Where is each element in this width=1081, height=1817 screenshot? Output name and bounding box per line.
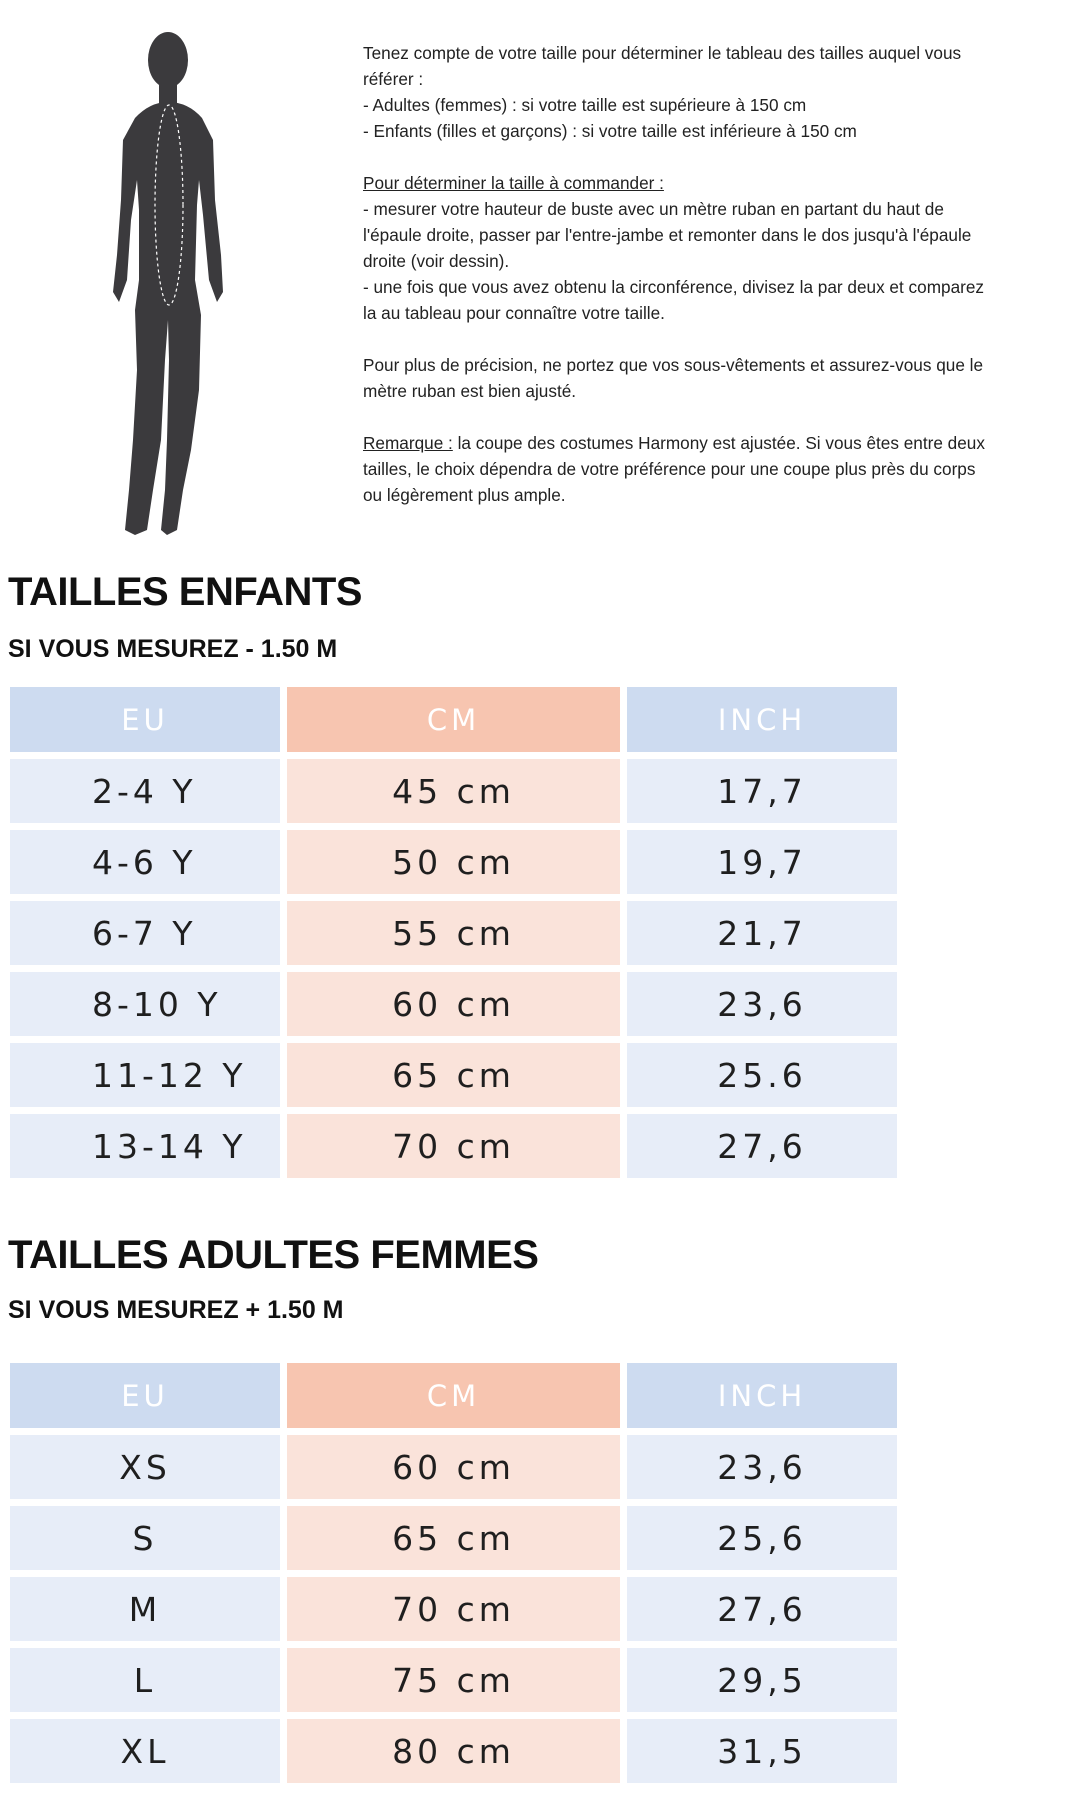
mannequin-silhouette-icon: [95, 30, 245, 540]
cell-cm: 80 cm: [287, 1719, 620, 1783]
how-line: la au tableau pour connaître votre taille.: [363, 303, 665, 323]
table-row: [10, 830, 897, 894]
table-row: [10, 1719, 897, 1783]
precision-line: Pour plus de précision, ne portez que vos sous-vêtements et assurez-vous que le: [363, 355, 984, 375]
header-cm: CM: [287, 1363, 620, 1428]
cell-inch: 29,5: [627, 1648, 897, 1712]
cell-eu: 6-7 Y: [10, 901, 280, 965]
table-row: [10, 1648, 897, 1712]
cell-eu: L: [10, 1648, 280, 1712]
header-eu: EU: [10, 1363, 280, 1428]
cell-cm: 50 cm: [287, 830, 620, 894]
cell-eu: M: [10, 1577, 280, 1641]
cell-cm: 70 cm: [287, 1114, 620, 1178]
table-header-row: [10, 687, 897, 752]
table-row: [10, 1577, 897, 1641]
table-row: [10, 759, 897, 823]
cell-inch: 27,6: [627, 1577, 897, 1641]
how-to-measure-heading: Pour déterminer la taille à commander :: [363, 173, 664, 193]
remark-paragraph: [363, 430, 1063, 508]
adults-section-title: TAILLES ADULTES FEMMES: [8, 1233, 539, 1277]
remark-line: ou légèrement plus ample.: [363, 485, 566, 505]
cell-cm: 60 cm: [287, 972, 620, 1036]
table-row: [10, 1114, 897, 1178]
cell-cm: 45 cm: [287, 759, 620, 823]
cell-inch: 17,7: [627, 759, 897, 823]
table-header-row: [10, 1363, 897, 1428]
cell-eu: S: [10, 1506, 280, 1570]
kids-section-title: TAILLES ENFANTS: [8, 570, 362, 614]
cell-eu: 13-14 Y: [10, 1114, 280, 1178]
cell-cm: 70 cm: [287, 1577, 620, 1641]
table-row: [10, 972, 897, 1036]
table-row: [10, 1435, 897, 1499]
header-eu: EU: [10, 687, 280, 752]
how-line: - mesurer votre hauteur de buste avec un mètre ruban en partant du haut de: [363, 199, 944, 219]
cell-inch: 21,7: [627, 901, 897, 965]
remark-line: tailles, le choix dépendra de votre préférence pour une coupe plus près du corps: [363, 459, 976, 479]
cell-cm: 75 cm: [287, 1648, 620, 1712]
how-to-measure-paragraph: [363, 170, 1063, 326]
cell-inch: 19,7: [627, 830, 897, 894]
cell-eu: XS: [10, 1435, 280, 1499]
intro-paragraph: [363, 40, 1063, 144]
cell-inch: 25,6: [627, 1506, 897, 1570]
cell-inch: 23,6: [627, 972, 897, 1036]
header-cm: CM: [287, 687, 620, 752]
cell-eu: 2-4 Y: [10, 759, 280, 823]
cell-eu: 11-12 Y: [10, 1043, 280, 1107]
how-line: - une fois que vous avez obtenu la circonférence, divisez la par deux et comparez: [363, 277, 985, 297]
intro-line: - Enfants (filles et garçons) : si votre taille est inférieure à 150 cm: [363, 121, 857, 141]
size-guide-instructions: [363, 40, 1063, 534]
cell-eu: 4-6 Y: [10, 830, 280, 894]
precision-paragraph: [363, 352, 1063, 404]
cell-cm: 55 cm: [287, 901, 620, 965]
cell-inch: 25.6: [627, 1043, 897, 1107]
how-line: droite (voir dessin).: [363, 251, 510, 271]
cell-inch: 31,5: [627, 1719, 897, 1783]
cell-cm: 60 cm: [287, 1435, 620, 1499]
table-row: [10, 901, 897, 965]
remark-label: Remarque :: [363, 433, 453, 453]
cell-cm: 65 cm: [287, 1043, 620, 1107]
kids-section-subtitle: SI VOUS MESUREZ - 1.50 M: [8, 635, 338, 663]
intro-line: - Adultes (femmes) : si votre taille est supérieure à 150 cm: [363, 95, 807, 115]
intro-line: référer :: [363, 69, 424, 89]
cell-eu: 8-10 Y: [10, 972, 280, 1036]
cell-inch: 27,6: [627, 1114, 897, 1178]
cell-cm: 65 cm: [287, 1506, 620, 1570]
precision-line: mètre ruban est bien ajusté.: [363, 381, 577, 401]
table-row: [10, 1506, 897, 1570]
cell-eu: XL: [10, 1719, 280, 1783]
kids-size-table: [3, 680, 904, 1185]
adults-section-subtitle: SI VOUS MESUREZ + 1.50 M: [8, 1296, 344, 1324]
intro-line: Tenez compte de votre taille pour déterminer le tableau des tailles auquel vous: [363, 43, 962, 63]
remark-line: la coupe des costumes Harmony est ajustée. Si vous êtes entre deux: [452, 433, 985, 453]
table-row: [10, 1043, 897, 1107]
header-inch: INCH: [627, 687, 897, 752]
how-line: l'épaule droite, passer par l'entre-jambe et remonter dans le dos jusqu'à l'épaule: [363, 225, 972, 245]
adults-size-table: [3, 1356, 904, 1790]
cell-inch: 23,6: [627, 1435, 897, 1499]
header-inch: INCH: [627, 1363, 897, 1428]
